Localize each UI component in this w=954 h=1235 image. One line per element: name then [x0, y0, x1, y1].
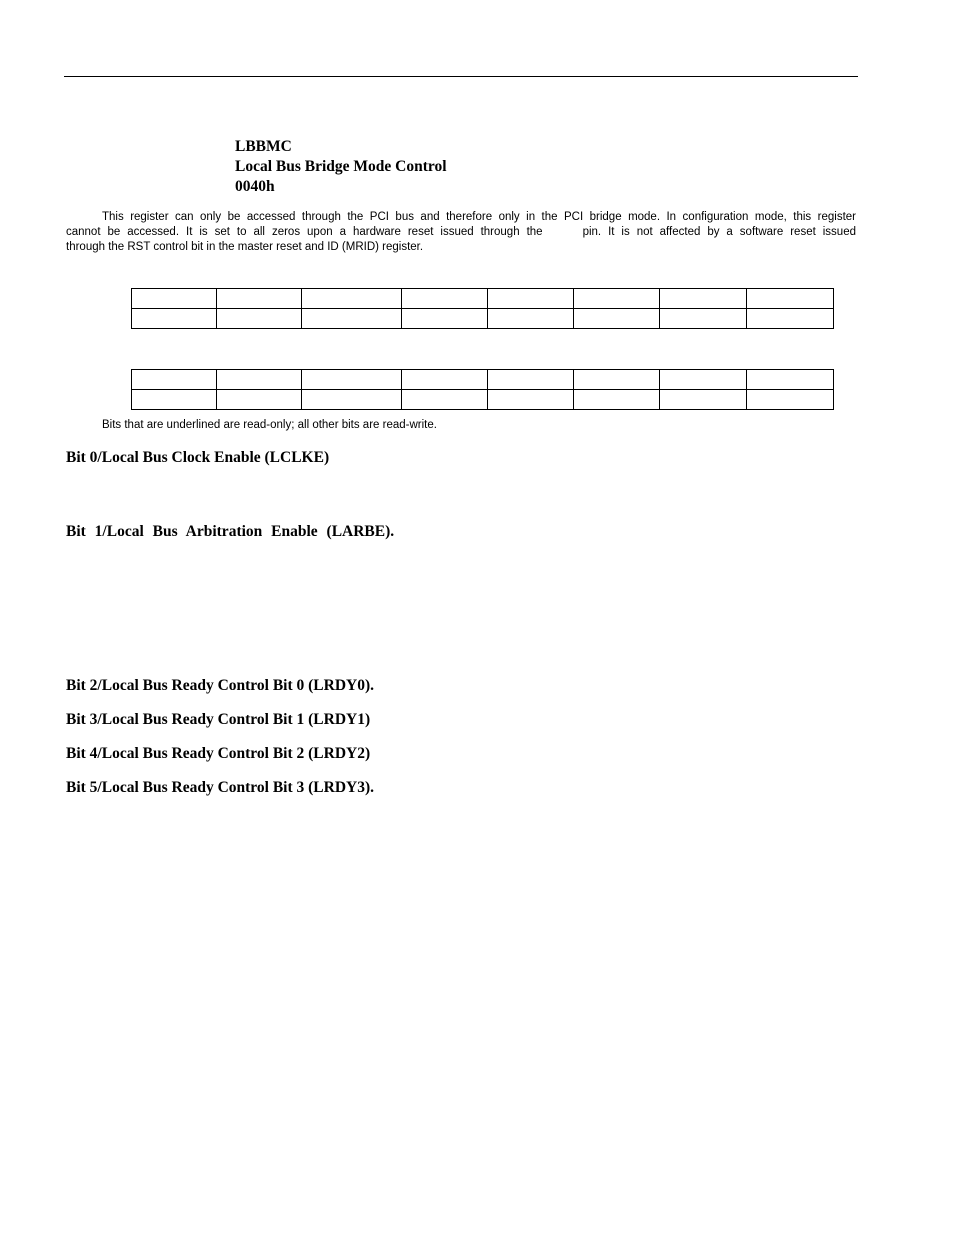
table-row [132, 309, 834, 329]
table-cell [132, 370, 217, 390]
table-cell [488, 289, 574, 309]
intro-line-3: through the RST control bit in the master reset and ID (MRID) register. [66, 241, 424, 253]
table-cell [660, 370, 747, 390]
table-cell [747, 309, 834, 329]
intro-line-2-end: pin. It is not affected by a software reset issued [582, 226, 856, 238]
table-cell [747, 390, 834, 410]
intro-line-2 [66, 225, 856, 240]
table-cell [574, 289, 660, 309]
table-cell [302, 390, 402, 410]
table-cell [402, 289, 488, 309]
table-cell [488, 309, 574, 329]
table-cell [402, 390, 488, 410]
bit-2-heading: Bit 2/Local Bus Ready Control Bit 0 (LRDY0). [66, 677, 375, 694]
table-cell [574, 309, 660, 329]
table-cell [660, 309, 747, 329]
table-row [132, 390, 834, 410]
table-cell [574, 390, 660, 410]
bit-1-heading: Bit 1/Local Bus Arbitration Enable (LARBE). [66, 523, 395, 540]
table-cell [217, 289, 302, 309]
intro-line-2-start: cannot be accessed. It is set to all zeros upon a hardware reset issued through the [66, 226, 543, 238]
intro-line-1: This register can only be accessed through the PCI bus and therefore only in the PCI bridge mode. In configuration mode, this register [102, 211, 856, 223]
table-cell [132, 390, 217, 410]
bit-4-heading: Bit 4/Local Bus Ready Control Bit 2 (LRDY2) [66, 745, 371, 762]
table-cell [488, 370, 574, 390]
table-cell [660, 390, 747, 410]
register-offset: 0040h [235, 178, 275, 195]
table-cell [747, 370, 834, 390]
table-cell [302, 309, 402, 329]
read-only-note: Bits that are underlined are read-only; all other bits are read-write. [102, 419, 437, 431]
table-cell [747, 289, 834, 309]
bit-0-heading: Bit 0/Local Bus Clock Enable (LCLKE) [66, 449, 330, 466]
register-bit-table-upper [131, 288, 834, 329]
table-cell [217, 370, 302, 390]
table-row [132, 370, 834, 390]
table-cell [660, 289, 747, 309]
table-cell [402, 309, 488, 329]
table-cell [574, 370, 660, 390]
table-cell [302, 370, 402, 390]
table-row [132, 289, 834, 309]
header-rule [64, 76, 858, 77]
table-cell [132, 309, 217, 329]
register-mnemonic: LBBMC [235, 138, 292, 155]
table-cell [402, 370, 488, 390]
table-cell [132, 289, 217, 309]
table-cell [302, 289, 402, 309]
register-name: Local Bus Bridge Mode Control [235, 158, 447, 175]
bit-5-heading: Bit 5/Local Bus Ready Control Bit 3 (LRDY3). [66, 779, 375, 796]
table-cell [217, 309, 302, 329]
bit-3-heading: Bit 3/Local Bus Ready Control Bit 1 (LRDY1) [66, 711, 371, 728]
table-cell [217, 390, 302, 410]
table-cell [488, 390, 574, 410]
intro-paragraph [66, 210, 856, 255]
register-bit-table-lower [131, 369, 834, 410]
